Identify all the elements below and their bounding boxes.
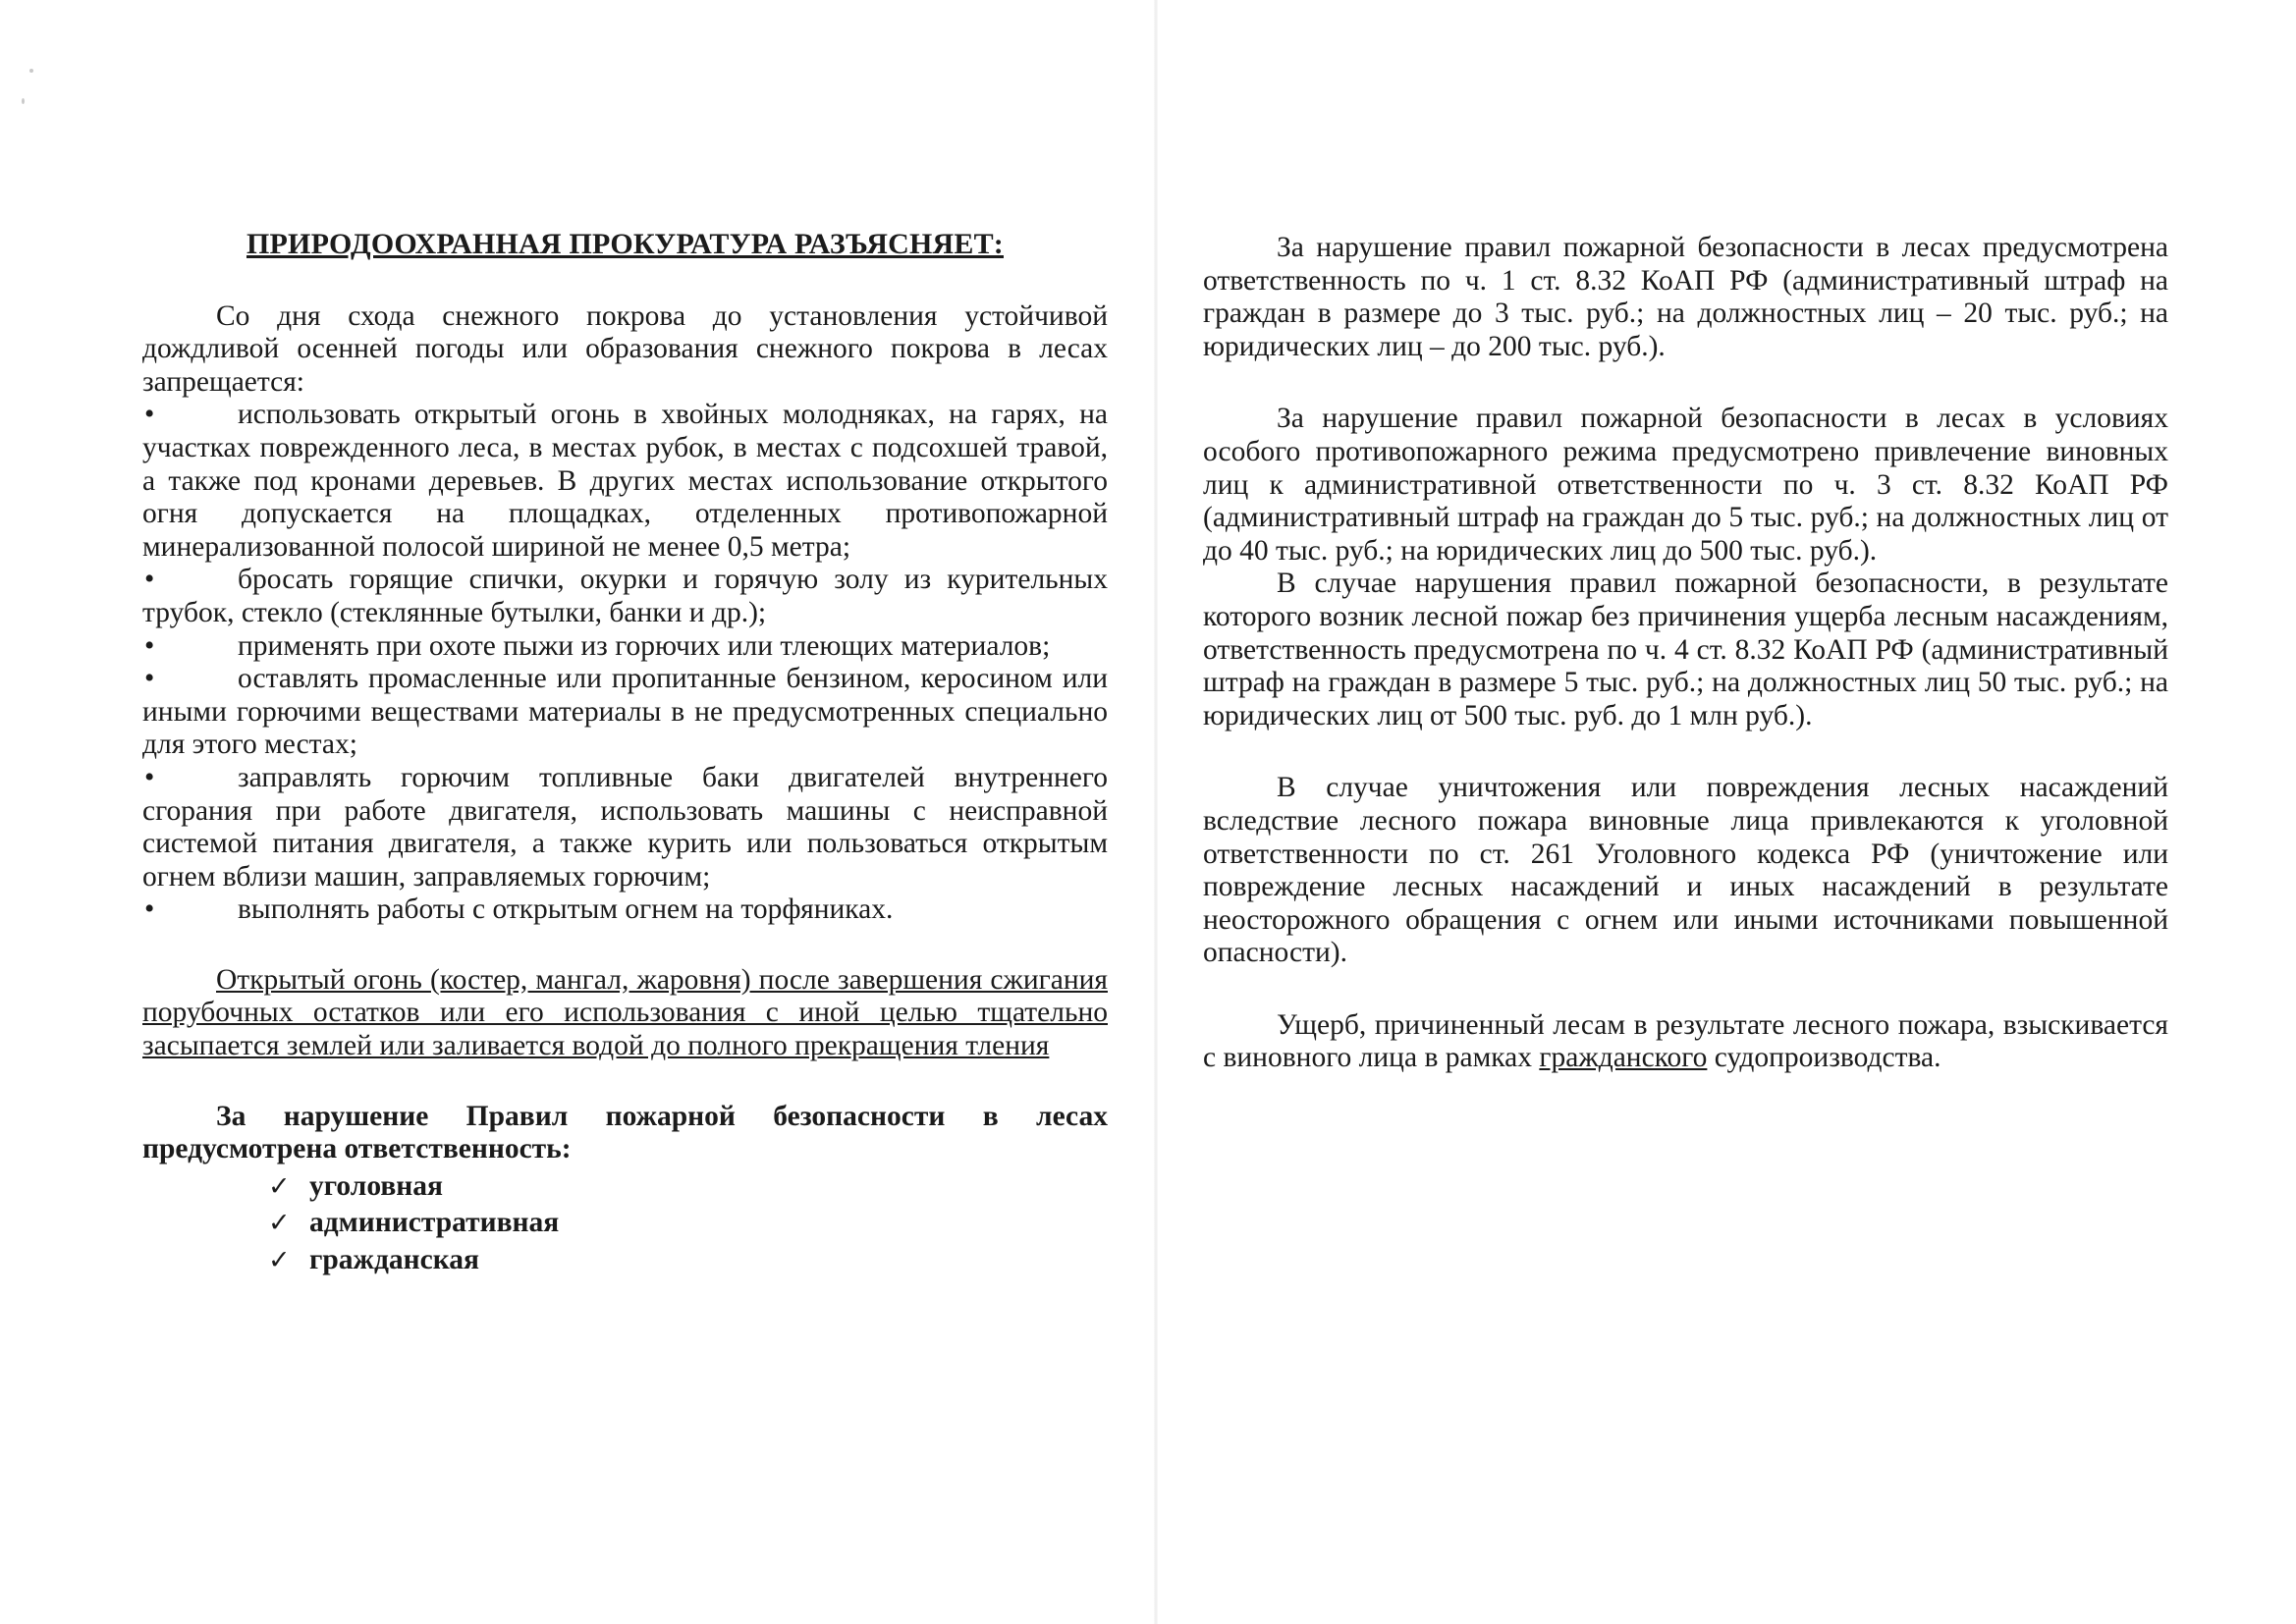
bullet-icon: • xyxy=(144,893,155,926)
forest-fire-paragraph: В случае нарушения правил пожарной безопасности, в результате которого возник лесной пожар без причинения ущерба лесным насаждениям, ответственность предусмотрена по ч. 4 ст. 8.32 КоАП РФ (административный штраф на граждан в размере 5 тыс. руб.; на должностных лиц 50 тыс. руб.; на юридических лиц от 500 тыс. руб. до 1 млн руб.). xyxy=(1203,568,2168,731)
list-item-text: использовать открытый огонь в хвойных молодняках, на гарях, на участках поврежденного леса, в местах рубок, в местах с подсохшей травой, а также под кронами деревьев. В других местах использование открытого огня допускается на площадках, отделенных противопожарной минерализованной полосой шириной не менее 0,5 метра; xyxy=(142,399,1108,563)
list-item-text: выполнять работы с открытым огнем на торфяниках. xyxy=(238,893,894,926)
criminal-liability-paragraph: В случае уничтожения или повреждения лесных насаждений вследствие лесного пожара виновные лица привлекаются к уголовной ответственности по ст. 261 Уголовного кодекса РФ (уничтожение или повреждение лесных насаждений и иных насаждений в результате неосторожного обращения с огнем или иными источниками повышенной опасности). xyxy=(1203,772,2168,969)
list-item xyxy=(142,630,1108,664)
list-item xyxy=(142,399,1108,564)
page-title: ПРИРОДООХРАННАЯ ПРОКУРАТУРА РАЗЪЯСНЯЕТ: xyxy=(246,228,1004,260)
bullet-icon: • xyxy=(144,564,155,596)
responsibility-type: уголовная xyxy=(309,1169,443,1202)
left-page xyxy=(142,228,1108,1278)
list-item-text: бросать горящие спички, окурки и горячую золу из курительных трубок, стекло (стеклянные бутылки, банки и др.); xyxy=(142,564,1108,628)
list-item xyxy=(142,893,1108,927)
check-icon: ✓ xyxy=(268,1244,291,1275)
prohibitions-list xyxy=(142,399,1108,927)
list-item-text: оставлять промасленные или пропитанные бензином, керосином или иными горючими веществами материалы в не предусмотренных специально для этого местах; xyxy=(142,663,1108,761)
list-item-text: заправлять горючим топливные баки двигателей внутреннего сгорания при работе двигателя, использовать машины с неисправной системой питания двигателя, а также курить или пользоваться открытым огнем вблизи машин, заправляемых горючим; xyxy=(142,761,1108,893)
bullet-icon: • xyxy=(144,761,155,793)
responsibility-type: административная xyxy=(309,1207,560,1239)
bullet-icon: • xyxy=(144,663,155,695)
page-fold xyxy=(1154,0,1158,1624)
responsibility-list xyxy=(268,1168,1108,1279)
check-icon: ✓ xyxy=(268,1208,291,1239)
list-item xyxy=(268,1205,1108,1242)
list-item xyxy=(268,1168,1108,1206)
responsibility-heading: За нарушение Правил пожарной безопасности в лесах предусмотрена ответственность: xyxy=(142,1100,1108,1165)
list-item xyxy=(142,663,1108,762)
responsibility-type: гражданская xyxy=(309,1243,479,1275)
bullet-icon: • xyxy=(144,399,155,431)
intro-paragraph: Со дня схода снежного покрова до установления устойчивой дождливой осенней погоды или образования снежного покрова в лесах запрещается: xyxy=(142,299,1108,398)
admin-liability-paragraph: За нарушение правил пожарной безопасности в лесах предусмотрена ответственность по ч. 1 ст. 8.32 КоАП РФ (административный штраф на граждан в размере до 3 тыс. руб.; на должностных лиц – 20 тыс. руб.; на юридических лиц – до 200 тыс. руб.). xyxy=(1203,232,2168,362)
list-item xyxy=(142,762,1108,893)
damage-paragraph xyxy=(1203,1009,2168,1075)
special-regime-paragraph: За нарушение правил пожарной безопасности в лесах в условиях особого противопожарного режима предусмотрено привлечение виновных лиц к административной ответственности по ч. 3 ст. 8.32 КоАП РФ (административный штраф на граждан до 5 тыс. руб.; на должностных лиц от до 40 тыс. руб.; на юридических лиц до 500 тыс. руб.). xyxy=(1203,403,2168,567)
bullet-icon: • xyxy=(144,629,155,662)
check-icon: ✓ xyxy=(268,1170,291,1202)
list-item xyxy=(268,1242,1108,1279)
damage-text: Ущерб, причиненный лесам в результате лесного пожара, взыскивается с виновного лица в рамках xyxy=(1203,1008,2168,1074)
damage-text-end: судопроизводства. xyxy=(1707,1042,1941,1074)
civil-word: гражданского xyxy=(1539,1042,1708,1074)
scan-speck xyxy=(29,69,33,73)
fire-extinguish-paragraph: Открытый огонь (костер, мангал, жаровня) после завершения сжигания порубочных остатков или его использования с иной целью тщательно засыпается землей или заливается водой до полного прекращения тления xyxy=(142,963,1108,1062)
scan-speck xyxy=(22,98,25,104)
list-item xyxy=(142,564,1108,629)
list-item-text: применять при охоте пыжи из горючих или тлеющих материалов; xyxy=(238,629,1051,662)
right-page xyxy=(1203,232,2168,1075)
